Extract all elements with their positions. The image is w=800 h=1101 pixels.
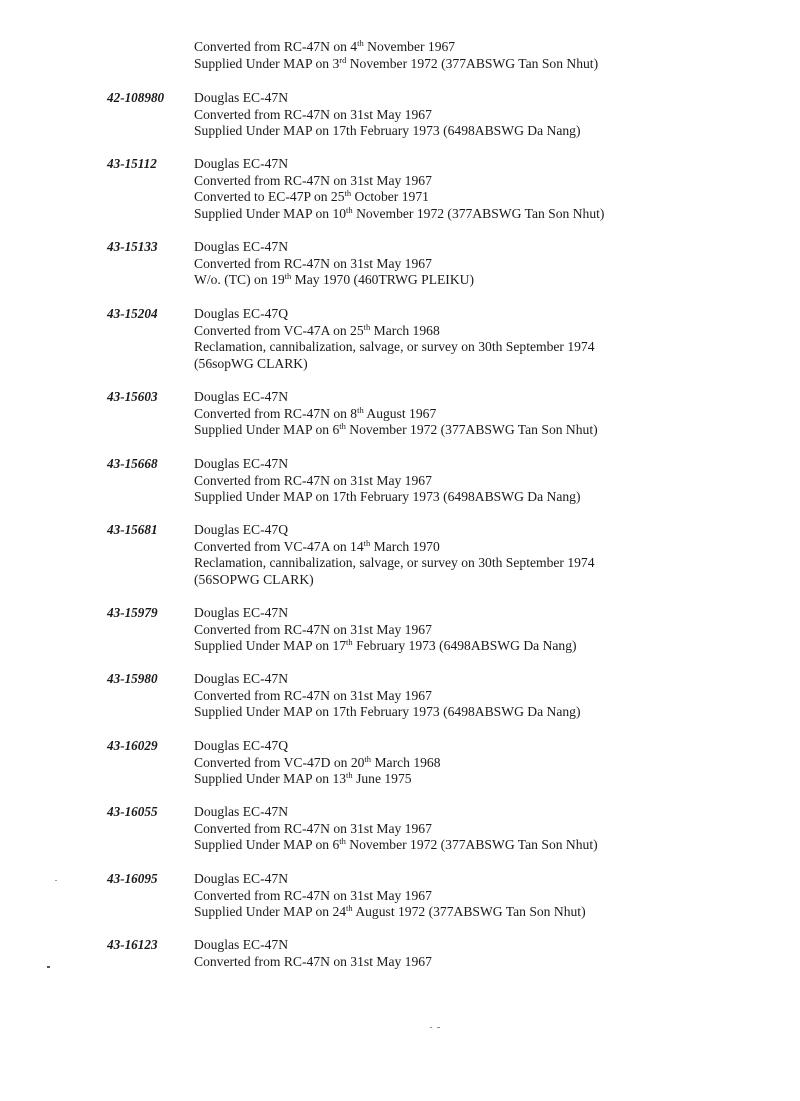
scan-speck — [430, 1027, 432, 1028]
detail-line: Supplied Under MAP on 17th February 1973 (6498ABSWG Da Nang) — [194, 704, 581, 720]
entry-details — [194, 671, 784, 721]
detail-line: Douglas EC-47N — [194, 605, 289, 620]
detail-line: Converted from RC-47N on 31st May 1967 — [194, 472, 432, 488]
detail-line: Converted from RC-47N on 31st May 1967 — [194, 887, 432, 903]
detail-line: Converted from RC-47N on 31st May 1967 — [194, 820, 432, 836]
detail-line: Converted from RC-47N on 31st May 1967 — [194, 953, 432, 969]
aircraft-serial: 43-15112 — [107, 156, 157, 171]
detail-line: Converted from RC-47N on 4th November 1967 — [194, 38, 456, 54]
detail-line: (56SOPWG CLARK) — [194, 572, 314, 588]
aircraft-serial: 43-15204 — [107, 306, 158, 321]
aircraft-serial: 43-15681 — [107, 522, 158, 537]
detail-line: Supplied Under MAP on 3rd November 1972 (377ABSWG Tan Son Nhut) — [194, 54, 599, 71]
detail-line: W/o. (TC) on 19th May 1970 (460TRWG PLEIKU) — [194, 271, 474, 288]
detail-line: Converted to EC-47P on 25th October 1971 — [194, 188, 429, 205]
detail-line: Converted from RC-47N on 8th August 1967 — [194, 404, 437, 421]
detail-line: Converted from RC-47N on 31st May 1967 — [194, 621, 432, 637]
aircraft-serial: 43-15668 — [107, 456, 158, 471]
entry-details — [194, 804, 784, 854]
entry-details — [194, 738, 784, 788]
detail-line: Converted from VC-47A on 14th March 1970 — [194, 537, 440, 554]
entry-details — [194, 156, 784, 223]
detail-line: Douglas EC-47N — [194, 871, 289, 886]
aircraft-serial: 43-15603 — [107, 389, 158, 404]
detail-line: Converted from RC-47N on 31st May 1967 — [194, 255, 432, 271]
detail-line: Supplied Under MAP on 17th February 1973 (6498ABSWG Da Nang) — [194, 637, 577, 654]
scan-speck — [47, 966, 50, 968]
entry-details — [194, 389, 784, 439]
aircraft-serial: 43-15980 — [107, 671, 158, 686]
detail-line: Douglas EC-47N — [194, 90, 289, 105]
detail-line: Douglas EC-47N — [194, 239, 289, 254]
entry-details — [194, 306, 784, 373]
detail-line: Converted from RC-47N on 31st May 1967 — [194, 687, 432, 703]
detail-line: Douglas EC-47N — [194, 671, 289, 686]
scan-speck — [437, 1027, 440, 1028]
scan-speck — [55, 880, 57, 881]
entry-details — [194, 39, 784, 72]
aircraft-serial: 43-16055 — [107, 804, 158, 819]
detail-line: Supplied Under MAP on 10th November 1972 (377ABSWG Tan Son Nhut) — [194, 205, 605, 222]
entry-details — [194, 239, 784, 289]
aircraft-serial: 43-16095 — [107, 871, 158, 886]
detail-line: Supplied Under MAP on 6th November 1972 (377ABSWG Tan Son Nhut) — [194, 421, 598, 438]
detail-line: Douglas EC-47Q — [194, 522, 289, 537]
detail-line: Douglas EC-47N — [194, 937, 289, 952]
entry-details — [194, 871, 784, 921]
detail-line: Converted from RC-47N on 31st May 1967 — [194, 172, 432, 188]
aircraft-serial: 43-15979 — [107, 605, 158, 620]
entry-details — [194, 937, 784, 970]
detail-line: Converted from VC-47D on 20th March 1968 — [194, 753, 441, 770]
entry-details — [194, 522, 784, 589]
aircraft-serial: 43-16123 — [107, 937, 158, 952]
detail-line: Supplied Under MAP on 17th February 1973 (6498ABSWG Da Nang) — [194, 489, 581, 505]
entry-details — [194, 90, 784, 140]
detail-line: Douglas EC-47N — [194, 156, 289, 171]
aircraft-serial: 42-108980 — [107, 90, 165, 105]
detail-line: Reclamation, cannibalization, salvage, or survey on 30th September 1974 — [194, 555, 595, 571]
detail-line: Converted from VC-47A on 25th March 1968 — [194, 321, 440, 338]
detail-line: Douglas EC-47N — [194, 456, 289, 471]
detail-line: Douglas EC-47Q — [194, 306, 289, 321]
detail-line: Supplied Under MAP on 17th February 1973 (6498ABSWG Da Nang) — [194, 123, 581, 139]
entry-details — [194, 456, 784, 506]
detail-line: Converted from RC-47N on 31st May 1967 — [194, 106, 432, 122]
detail-line: Douglas EC-47N — [194, 804, 289, 819]
entry-details — [194, 605, 784, 655]
aircraft-serial: 43-15133 — [107, 239, 158, 254]
detail-line: Douglas EC-47N — [194, 389, 289, 404]
detail-line: Supplied Under MAP on 24th August 1972 (377ABSWG Tan Son Nhut) — [194, 903, 586, 920]
detail-line: Douglas EC-47Q — [194, 738, 289, 753]
detail-line: Supplied Under MAP on 6th November 1972 (377ABSWG Tan Son Nhut) — [194, 836, 598, 853]
detail-line: Supplied Under MAP on 13th June 1975 — [194, 770, 412, 787]
aircraft-serial: 43-16029 — [107, 738, 158, 753]
detail-line: (56sopWG CLARK) — [194, 356, 308, 372]
detail-line: Reclamation, cannibalization, salvage, or survey on 30th September 1974 — [194, 339, 595, 355]
